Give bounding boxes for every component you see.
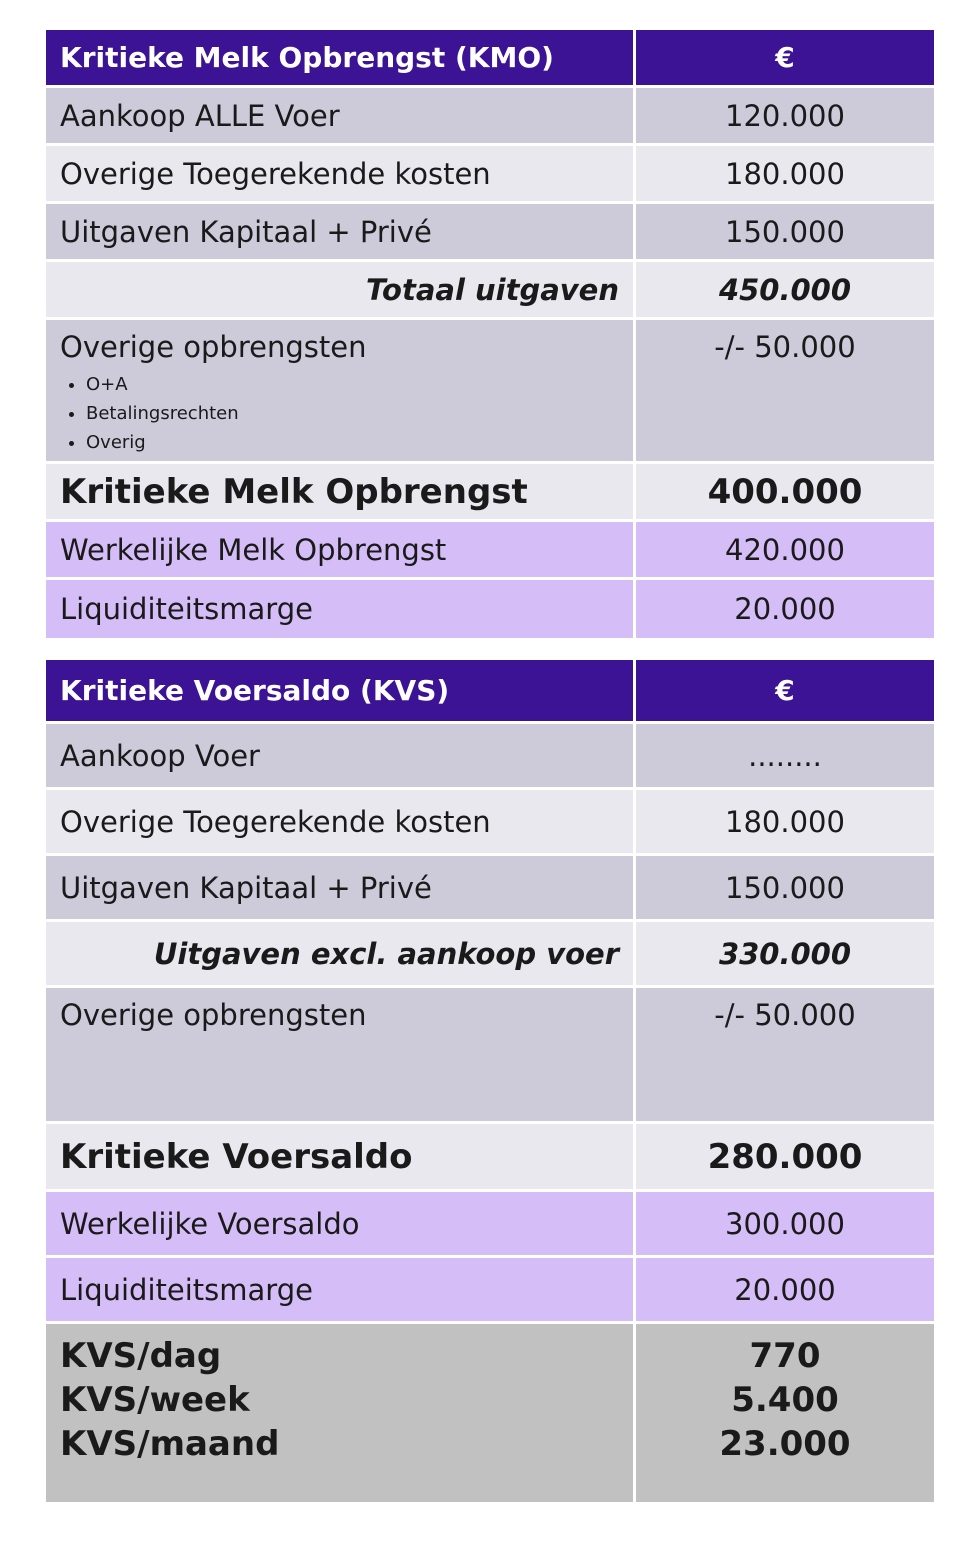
row-value: 180.000 — [725, 804, 845, 839]
list-item: • Overig — [86, 428, 239, 457]
row-label: Aankoop Voer — [46, 724, 636, 787]
row-value: 180.000 — [725, 156, 845, 191]
period-value-week: 5.400 — [731, 1380, 839, 1420]
period-label-day: KVS/dag — [60, 1336, 222, 1376]
table-row — [46, 856, 934, 922]
total-label: Uitgaven excl. aankoop voer — [46, 922, 636, 985]
row-label: Overige Toegerekende kosten — [46, 790, 636, 853]
row-value: -/- 50.000 — [714, 330, 856, 364]
list-item: • Betalingsrechten — [86, 399, 239, 428]
row-value: 420.000 — [725, 532, 845, 567]
row-label: Aankoop ALLE Voer — [46, 88, 636, 143]
total-row — [46, 922, 934, 988]
table-row — [46, 146, 934, 204]
table-row — [46, 204, 934, 262]
period-label-week: KVS/week — [60, 1380, 250, 1420]
table-row — [46, 1124, 934, 1192]
kmo-header-row — [46, 30, 934, 88]
row-label: Werkelijke Voersaldo — [46, 1192, 636, 1255]
row-label: Kritieke Voersaldo — [46, 1124, 636, 1189]
row-label: Werkelijke Melk Opbrengst — [46, 522, 636, 577]
table-row — [46, 580, 934, 638]
table-row — [46, 1192, 934, 1258]
row-label: Liquiditeitsmarge — [46, 580, 636, 638]
table-row — [46, 88, 934, 146]
row-value: 400.000 — [707, 471, 863, 512]
kmo-table — [46, 30, 934, 638]
period-value-month: 23.000 — [719, 1424, 851, 1464]
kvs-header-label: Kritieke Voersaldo (KVS) — [46, 660, 636, 721]
row-value: 120.000 — [725, 98, 845, 133]
kmo-header-label: Kritieke Melk Opbrengst (KMO) — [46, 30, 636, 85]
period-label-month: KVS/maand — [60, 1424, 280, 1464]
total-row — [46, 262, 934, 320]
table-row — [46, 320, 934, 464]
total-value: 330.000 — [718, 936, 852, 971]
row-label: Overige Toegerekende kosten — [46, 146, 636, 201]
row-label: Overige opbrengsten — [46, 988, 636, 1121]
total-label: Totaal uitgaven — [46, 262, 636, 317]
period-labels — [46, 1324, 636, 1502]
table-row — [46, 790, 934, 856]
table-row — [46, 988, 934, 1124]
row-value: 20.000 — [734, 592, 836, 626]
bullet-list — [60, 370, 239, 457]
table-row — [46, 1258, 934, 1324]
row-value: 150.000 — [725, 214, 845, 249]
table-row — [46, 724, 934, 790]
row-value: -/- 50.000 — [714, 998, 856, 1032]
row-value: 300.000 — [725, 1206, 845, 1241]
period-values — [636, 1324, 934, 1502]
other-income-cell — [46, 320, 636, 461]
row-value: 20.000 — [734, 1272, 836, 1307]
total-value: 450.000 — [718, 272, 852, 307]
row-value: 150.000 — [725, 870, 845, 905]
row-label: Liquiditeitsmarge — [46, 1258, 636, 1321]
row-label: Overige opbrengsten — [60, 330, 367, 364]
row-value: ........ — [748, 738, 822, 773]
table-row — [46, 522, 934, 580]
kvs-header-currency: € — [775, 674, 795, 707]
list-item: • O+A — [86, 370, 239, 399]
kvs-period-row — [46, 1324, 934, 1502]
row-label: Uitgaven Kapitaal + Privé — [46, 856, 636, 919]
row-label: Uitgaven Kapitaal + Privé — [46, 204, 636, 259]
kvs-table — [46, 660, 934, 1502]
kmo-header-currency: € — [775, 41, 795, 74]
row-value: 280.000 — [707, 1136, 863, 1177]
kvs-header-row — [46, 660, 934, 724]
table-row — [46, 464, 934, 522]
row-label: Kritieke Melk Opbrengst — [46, 464, 636, 519]
period-value-day: 770 — [749, 1336, 821, 1376]
